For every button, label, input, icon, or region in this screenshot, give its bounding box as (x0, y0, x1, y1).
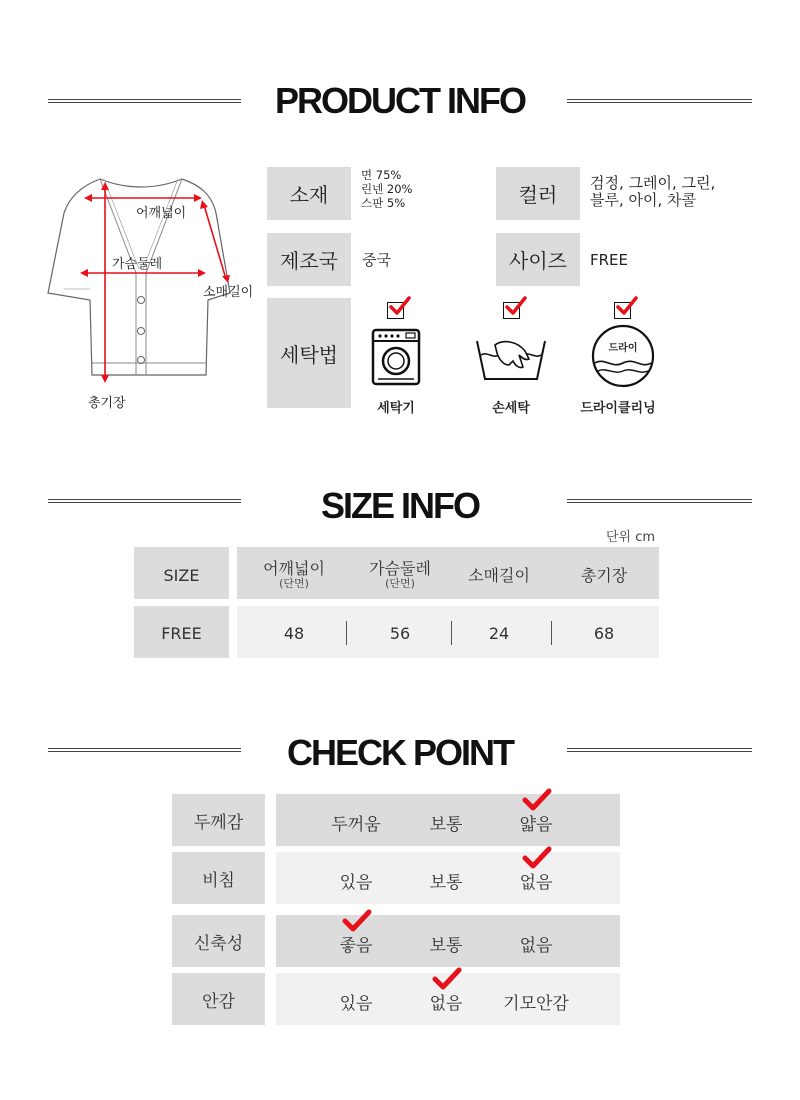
garment-diagram (40, 165, 265, 415)
header-label: 가슴둘레 (369, 559, 431, 578)
material-values (361, 169, 412, 210)
row-value-length: 68 (593, 624, 615, 643)
check-mark-icon (342, 909, 372, 933)
size-info-title: SIZE INFO (320, 485, 479, 526)
material-line: 린넨 20% (361, 181, 413, 196)
check-point-option: 두꺼움 (331, 815, 381, 835)
divider (551, 621, 552, 645)
check-point-row (276, 915, 620, 967)
check-point-label: 신축성 (172, 915, 265, 967)
care-label: 세탁기 (377, 401, 415, 416)
material-label: 소재 (267, 167, 351, 220)
check-point-option: 없음 (429, 994, 463, 1014)
check-point-option: 없음 (519, 936, 553, 956)
check-mark-icon (522, 846, 552, 870)
unit-label: 단위 cm (606, 530, 656, 545)
check-point-label: 안감 (172, 973, 265, 1025)
check-point-row (276, 794, 620, 846)
check-mark-icon (616, 296, 638, 316)
check-point-option: 있음 (339, 873, 373, 893)
check-point-row (276, 973, 620, 1025)
check-point-option: 얇음 (519, 815, 553, 835)
row-size: FREE (161, 624, 202, 643)
origin-value: 중국 (362, 251, 391, 269)
check-mark-icon (432, 967, 462, 991)
row-value-sleeve: 24 (488, 624, 510, 643)
divider (346, 621, 347, 645)
check-point-option: 보통 (429, 815, 463, 835)
check-point-option: 기모안감 (503, 994, 569, 1014)
check-mark-icon (505, 296, 527, 316)
header-sleeve: 소매길이 (468, 566, 530, 585)
product-info-title: PRODUCT INFO (275, 80, 525, 121)
check-point-option: 좋음 (339, 936, 373, 956)
check-mark-icon (522, 788, 552, 812)
row-value-chest: 56 (389, 624, 411, 643)
color-values (590, 175, 715, 210)
header-shoulder (245, 561, 343, 589)
header-length: 총기장 (580, 566, 628, 585)
diagram-chest-label: 가슴둘레 (112, 257, 163, 272)
check-point-title: CHECK POINT (286, 732, 513, 773)
diagram-shoulder-label: 어깨넓이 (136, 206, 187, 221)
header-chest (351, 561, 449, 589)
material-line: 스판 5% (361, 195, 406, 210)
dry-clean-icon (590, 323, 656, 389)
header-size: SIZE (163, 566, 200, 585)
check-point-label: 비침 (172, 852, 265, 904)
size-label: 사이즈 (496, 233, 580, 286)
dry-clean-icon-text: 드라이 (608, 343, 638, 354)
color-label: 컬러 (496, 167, 580, 220)
material-line: 면 75% (361, 168, 402, 182)
check-point-option: 없음 (519, 873, 553, 893)
check-mark-icon (389, 296, 411, 316)
header-sub: (단면) (385, 576, 415, 590)
header-sub: (단면) (279, 576, 309, 590)
care-label: 손세탁 (492, 401, 530, 416)
check-point-option: 있음 (339, 994, 373, 1014)
color-line: 블루, 아이, 차콜 (590, 191, 697, 210)
check-point-option: 보통 (429, 936, 463, 956)
washing-machine-icon (370, 327, 422, 387)
color-line: 검정, 그레이, 그린, (590, 174, 716, 192)
check-point-row (276, 852, 620, 904)
care-label: 드라이클리닝 (580, 401, 656, 416)
diagram-sleeve-label: 소매길이 (203, 285, 254, 300)
diagram-length-label: 총기장 (88, 396, 126, 411)
check-point-label: 두께감 (172, 794, 265, 846)
size-value: FREE (590, 251, 629, 269)
header-label: 어깨넓이 (263, 559, 325, 578)
origin-label: 제조국 (267, 233, 351, 286)
hand-wash-icon (473, 335, 549, 385)
wash-label: 세탁법 (267, 298, 351, 408)
check-point-option: 보통 (429, 873, 463, 893)
row-value-shoulder: 48 (283, 624, 305, 643)
